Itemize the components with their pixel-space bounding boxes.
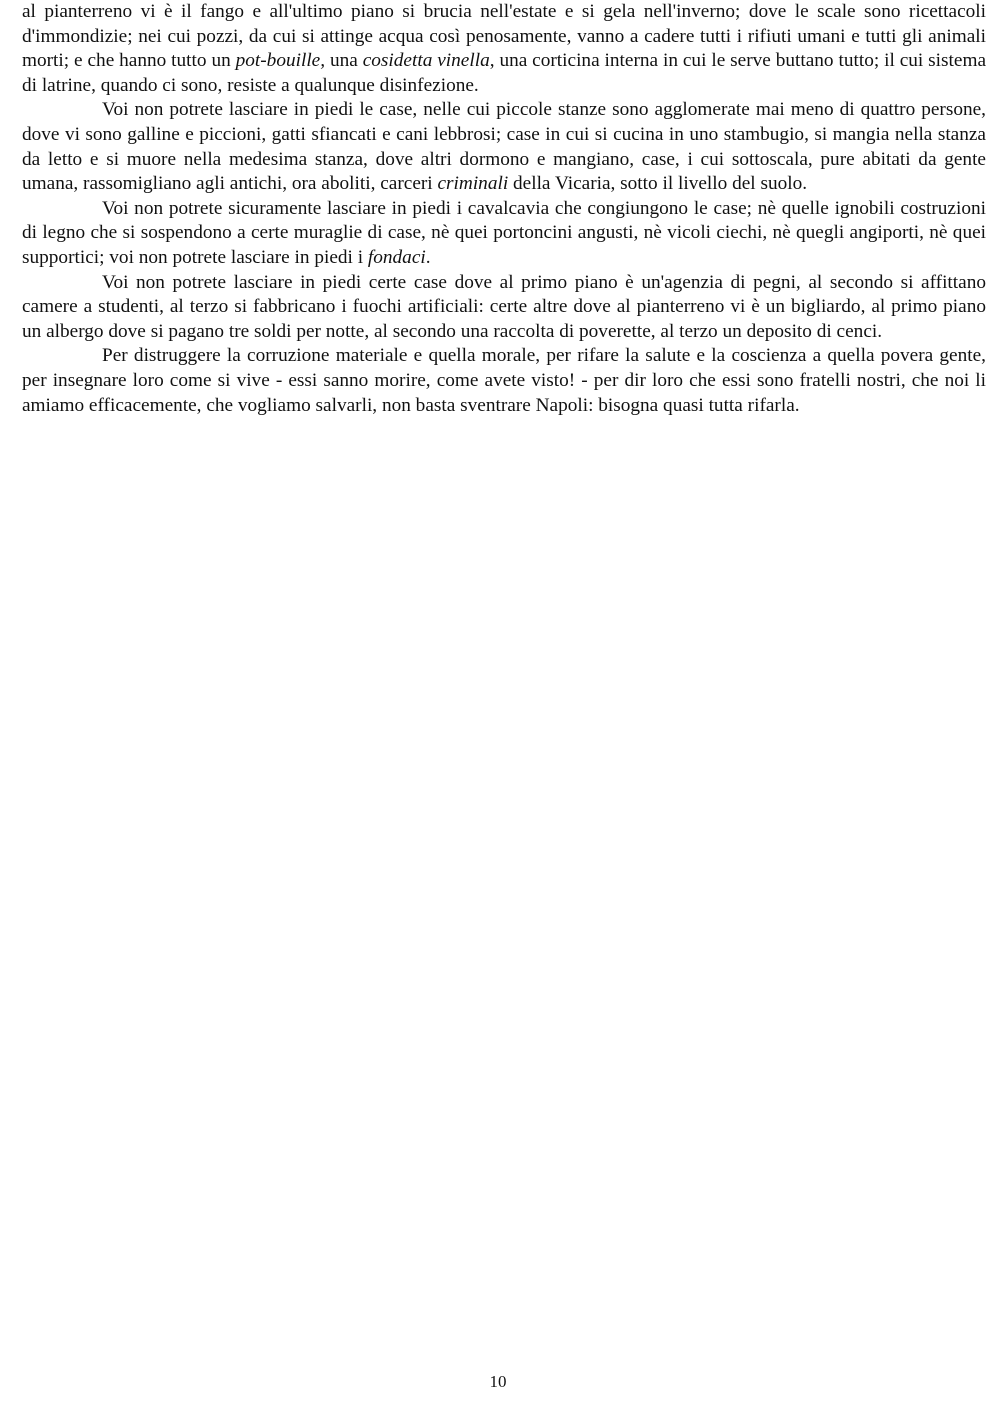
paragraph (22, 0, 986, 98)
text-run: al pianterreno vi è il fango e all'ultimo piano si brucia nell'estate e si gela nell'inverno; dove le scale sono ricettacoli d'immondizie; nei cui pozzi, da cui si attinge acqua così penosamente, vanno a cadere tutti i rifiuti umani e tutti gli animali morti; e che hanno tutto un (22, 1, 986, 72)
paragraph (22, 271, 986, 345)
document-page (22, 0, 986, 418)
text-run: Voi non potrete lasciare in piedi certe case dove al primo piano è un'agenzia di pegni, al secondo si affittano camere a studenti, al terzo si fabbricano i fuochi artificiali: certe altre dove al pianterreno vi è un bigliardo, al primo piano un albergo dove si pagano tre soldi per notte, al secondo una raccolta di poverette, al terzo un deposito di cenci. (22, 271, 986, 342)
paragraph (22, 98, 986, 196)
text-run: Voi non potrete lasciare in piedi le case, nelle cui piccole stanze sono agglomerate mai meno di quattro persone, dove vi sono galline e piccioni, gatti sfiancati e cani lebbrosi; case in cui si cucina in uno stambugio, si mangia nella stanza da letto e si muore nella medesima stanza, dove altri dormono e mangiano, case, i cui sottoscala, pure abitati da gente umana, rassomigliano agli antichi, ora aboliti, carceri (22, 99, 986, 195)
italic-text: fondaci (367, 246, 426, 268)
text-run: . (425, 246, 431, 268)
paragraph (22, 344, 986, 418)
paragraph (22, 197, 986, 271)
text-run: Voi non potrete sicuramente lasciare in piedi i cavalcavia che congiungono le case; nè quelle ignobili costruzioni di legno che si sospendono a certe muraglie di case, nè quei portoncini angusti, nè vicoli ciechi, nè quegli angiporti, nè quei supportici; voi non potrete lasciare in piedi i (22, 197, 986, 268)
text-run: della Vicaria, sotto il livello del suolo. (508, 173, 808, 195)
text-run: una (325, 50, 363, 72)
page-number: 10 (489, 1372, 507, 1391)
italic-text: cosidetta vinella (362, 50, 490, 72)
text-run: Per distruggere la corruzione materiale e quella morale, per rifare la salute e la coscienza a quella povera gente, per insegnare loro come si vive - essi sanno morire, come avete visto! - per dir loro che essi sono fratelli nostri, che noi li amiamo efficacemente, che vogliamo salvarli, non basta sventrare Napoli: bisogna quasi tutta rifarla. (22, 345, 986, 416)
italic-text: pot-bouille, (235, 50, 326, 72)
italic-text: criminali (437, 173, 509, 195)
text-run: , una corticina interna in cui le serve buttano tutto; il cui sistema di latrine, quando ci sono, resiste a qualunque disinfezione. (22, 50, 987, 96)
